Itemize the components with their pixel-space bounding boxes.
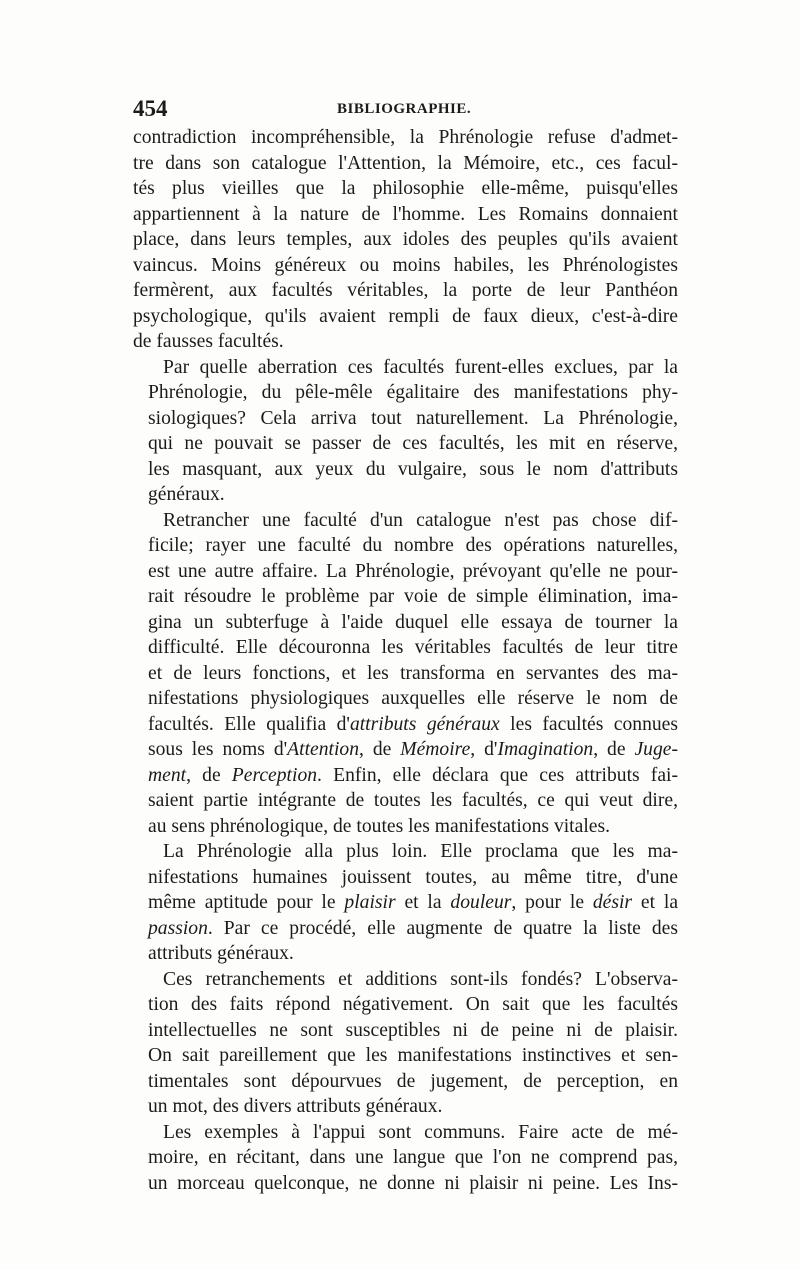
italic-term: Mémoire: [400, 739, 471, 760]
italic-term: douleur: [450, 892, 512, 913]
italic-term: attributs généraux: [349, 713, 500, 735]
text-segment: sous les noms d': [148, 739, 288, 760]
text-line: [133, 916, 678, 942]
text-line: nifestations humaines jouissent toutes, au même titre, d'une: [148, 866, 678, 888]
text-line: tés plus vieilles que la philosophie elle-même, puisqu'elles: [133, 178, 678, 199]
text-line: timentales sont dépourvues de jugement, de perception, en: [148, 1070, 678, 1092]
text-segment: facultés. Elle qualifia d': [148, 713, 350, 735]
italic-term: Attention: [287, 739, 360, 760]
text-line: siologiques? Cela arriva tout naturellement. La Phrénologie,: [148, 407, 678, 429]
text-line: [133, 712, 678, 738]
text-line: appartiennent à la nature de l'homme. Les Romains donnaient: [133, 203, 678, 225]
italic-term: Juge-: [634, 739, 678, 760]
italic-term: passion: [148, 917, 208, 939]
text-line: rait résoudre le problème par voie de simple élimination, ima-: [148, 586, 678, 607]
text-line: [133, 763, 678, 789]
paragraph-3: [133, 508, 678, 840]
text-line: saient partie intégrante de toutes les facultés, ce qui veut dire,: [148, 790, 678, 811]
paragraph-1: [133, 125, 678, 355]
text-line: contradiction incompréhensible, la Phrénologie refuse d'admet-: [133, 127, 678, 148]
text-line: de fausses facultés.: [133, 331, 284, 352]
text-line: les masquant, aux yeux du vulgaire, sous le nom d'attributs: [148, 458, 678, 480]
italic-term: Perception: [231, 764, 318, 786]
text-line: Retrancher une faculté d'un catalogue n'est pas chose dif-: [163, 509, 678, 531]
text-line: Phrénologie, du pêle-mêle égalitaire des manifestations phy-: [148, 382, 678, 403]
text-line: moire, en récitant, dans une langue que l'on ne comprend pas,: [148, 1147, 678, 1168]
text-segment: même aptitude pour le: [148, 892, 345, 913]
text-line: ficile; rayer une faculté du nombre des opérations naturelles,: [148, 535, 678, 556]
text-segment: et la: [395, 892, 451, 913]
text-line: tion des faits répond négativement. On sait que les facultés: [148, 994, 678, 1015]
text-line: Par quelle aberration ces facultés furent-elles exclues, par la: [163, 356, 678, 378]
body-text: [133, 125, 678, 1196]
text-line: un morceau quelconque, ne donne ni plaisir ni peine. Les Ins-: [148, 1172, 678, 1194]
page-number: 454: [133, 96, 168, 121]
text-line: [133, 737, 678, 763]
text-line: au sens phrénologique, de toutes les manifestations vitales.: [148, 815, 610, 837]
text-line: nifestations physiologiques auxquelles elle réserve le nom de: [148, 688, 678, 709]
text-line: fermèrent, aux facultés véritables, la porte de leur Panthéon: [133, 280, 678, 301]
text-segment: . Enfin, elle déclara que ces attributs fai-: [317, 764, 678, 786]
text-segment: , de: [593, 739, 635, 760]
text-line: Ces retranchements et additions sont-ils fondés? L'observa-: [163, 968, 678, 990]
text-line: un mot, des divers attributs généraux.: [148, 1096, 443, 1117]
paragraph-6: [133, 1120, 678, 1197]
text-line: intellectuelles ne sont susceptibles ni de peine ni de plaisir.: [148, 1019, 678, 1041]
paragraph-2: [133, 355, 678, 508]
text-line: généraux.: [148, 484, 225, 505]
text-segment: . Par ce procédé, elle augmente de quatre la liste des: [207, 917, 678, 939]
text-line: difficulté. Elle découronna les véritables facultés de leur titre: [148, 637, 678, 658]
text-line: psychologique, qu'ils avaient rempli de faux dieux, c'est-à-dire: [133, 305, 678, 327]
text-line: Les exemples à l'appui sont communs. Faire acte de mé-: [163, 1121, 678, 1143]
text-line: tre dans son catalogue l'Attention, la Mémoire, etc., ces facul-: [133, 152, 678, 174]
text-line: qui ne pouvait se passer de ces facultés, les mit en réserve,: [148, 433, 678, 454]
text-line: gina un subterfuge à l'aide duquel elle essaya de tourner la: [148, 611, 678, 633]
text-line: place, dans leurs temples, aux idoles des peuples qu'ils avaient: [133, 229, 678, 250]
text-line: vaincus. Moins généreux ou moins habiles, les Phrénologistes: [133, 254, 678, 276]
text-segment: les facultés connues: [499, 713, 678, 735]
italic-term: désir: [592, 892, 633, 913]
text-segment: , pour le: [511, 892, 593, 913]
text-segment: et la: [632, 892, 679, 913]
paragraph-4: [133, 839, 678, 967]
text-line: et de leurs fonctions, et les transforma en servantes des ma-: [148, 662, 678, 684]
text-line: On sait pareillement que les manifestations instinctives et sen-: [148, 1045, 678, 1066]
text-segment: , d': [470, 739, 498, 760]
italic-term: ment: [148, 764, 187, 786]
text-line: est une autre affaire. La Phrénologie, prévoyant qu'elle ne pour-: [148, 560, 678, 582]
text-segment: , de: [359, 739, 401, 760]
italic-term: plaisir: [344, 892, 396, 913]
running-head: BIBLIOGRAPHIE.: [337, 101, 472, 117]
paragraph-5: [133, 967, 678, 1120]
text-segment: , de: [186, 764, 232, 786]
italic-term: Imagination: [497, 739, 594, 760]
text-line: La Phrénologie alla plus loin. Elle proclama que les ma-: [163, 841, 678, 862]
page-header: [133, 96, 678, 126]
text-line: [133, 890, 678, 916]
text-line: attributs généraux.: [148, 943, 294, 964]
